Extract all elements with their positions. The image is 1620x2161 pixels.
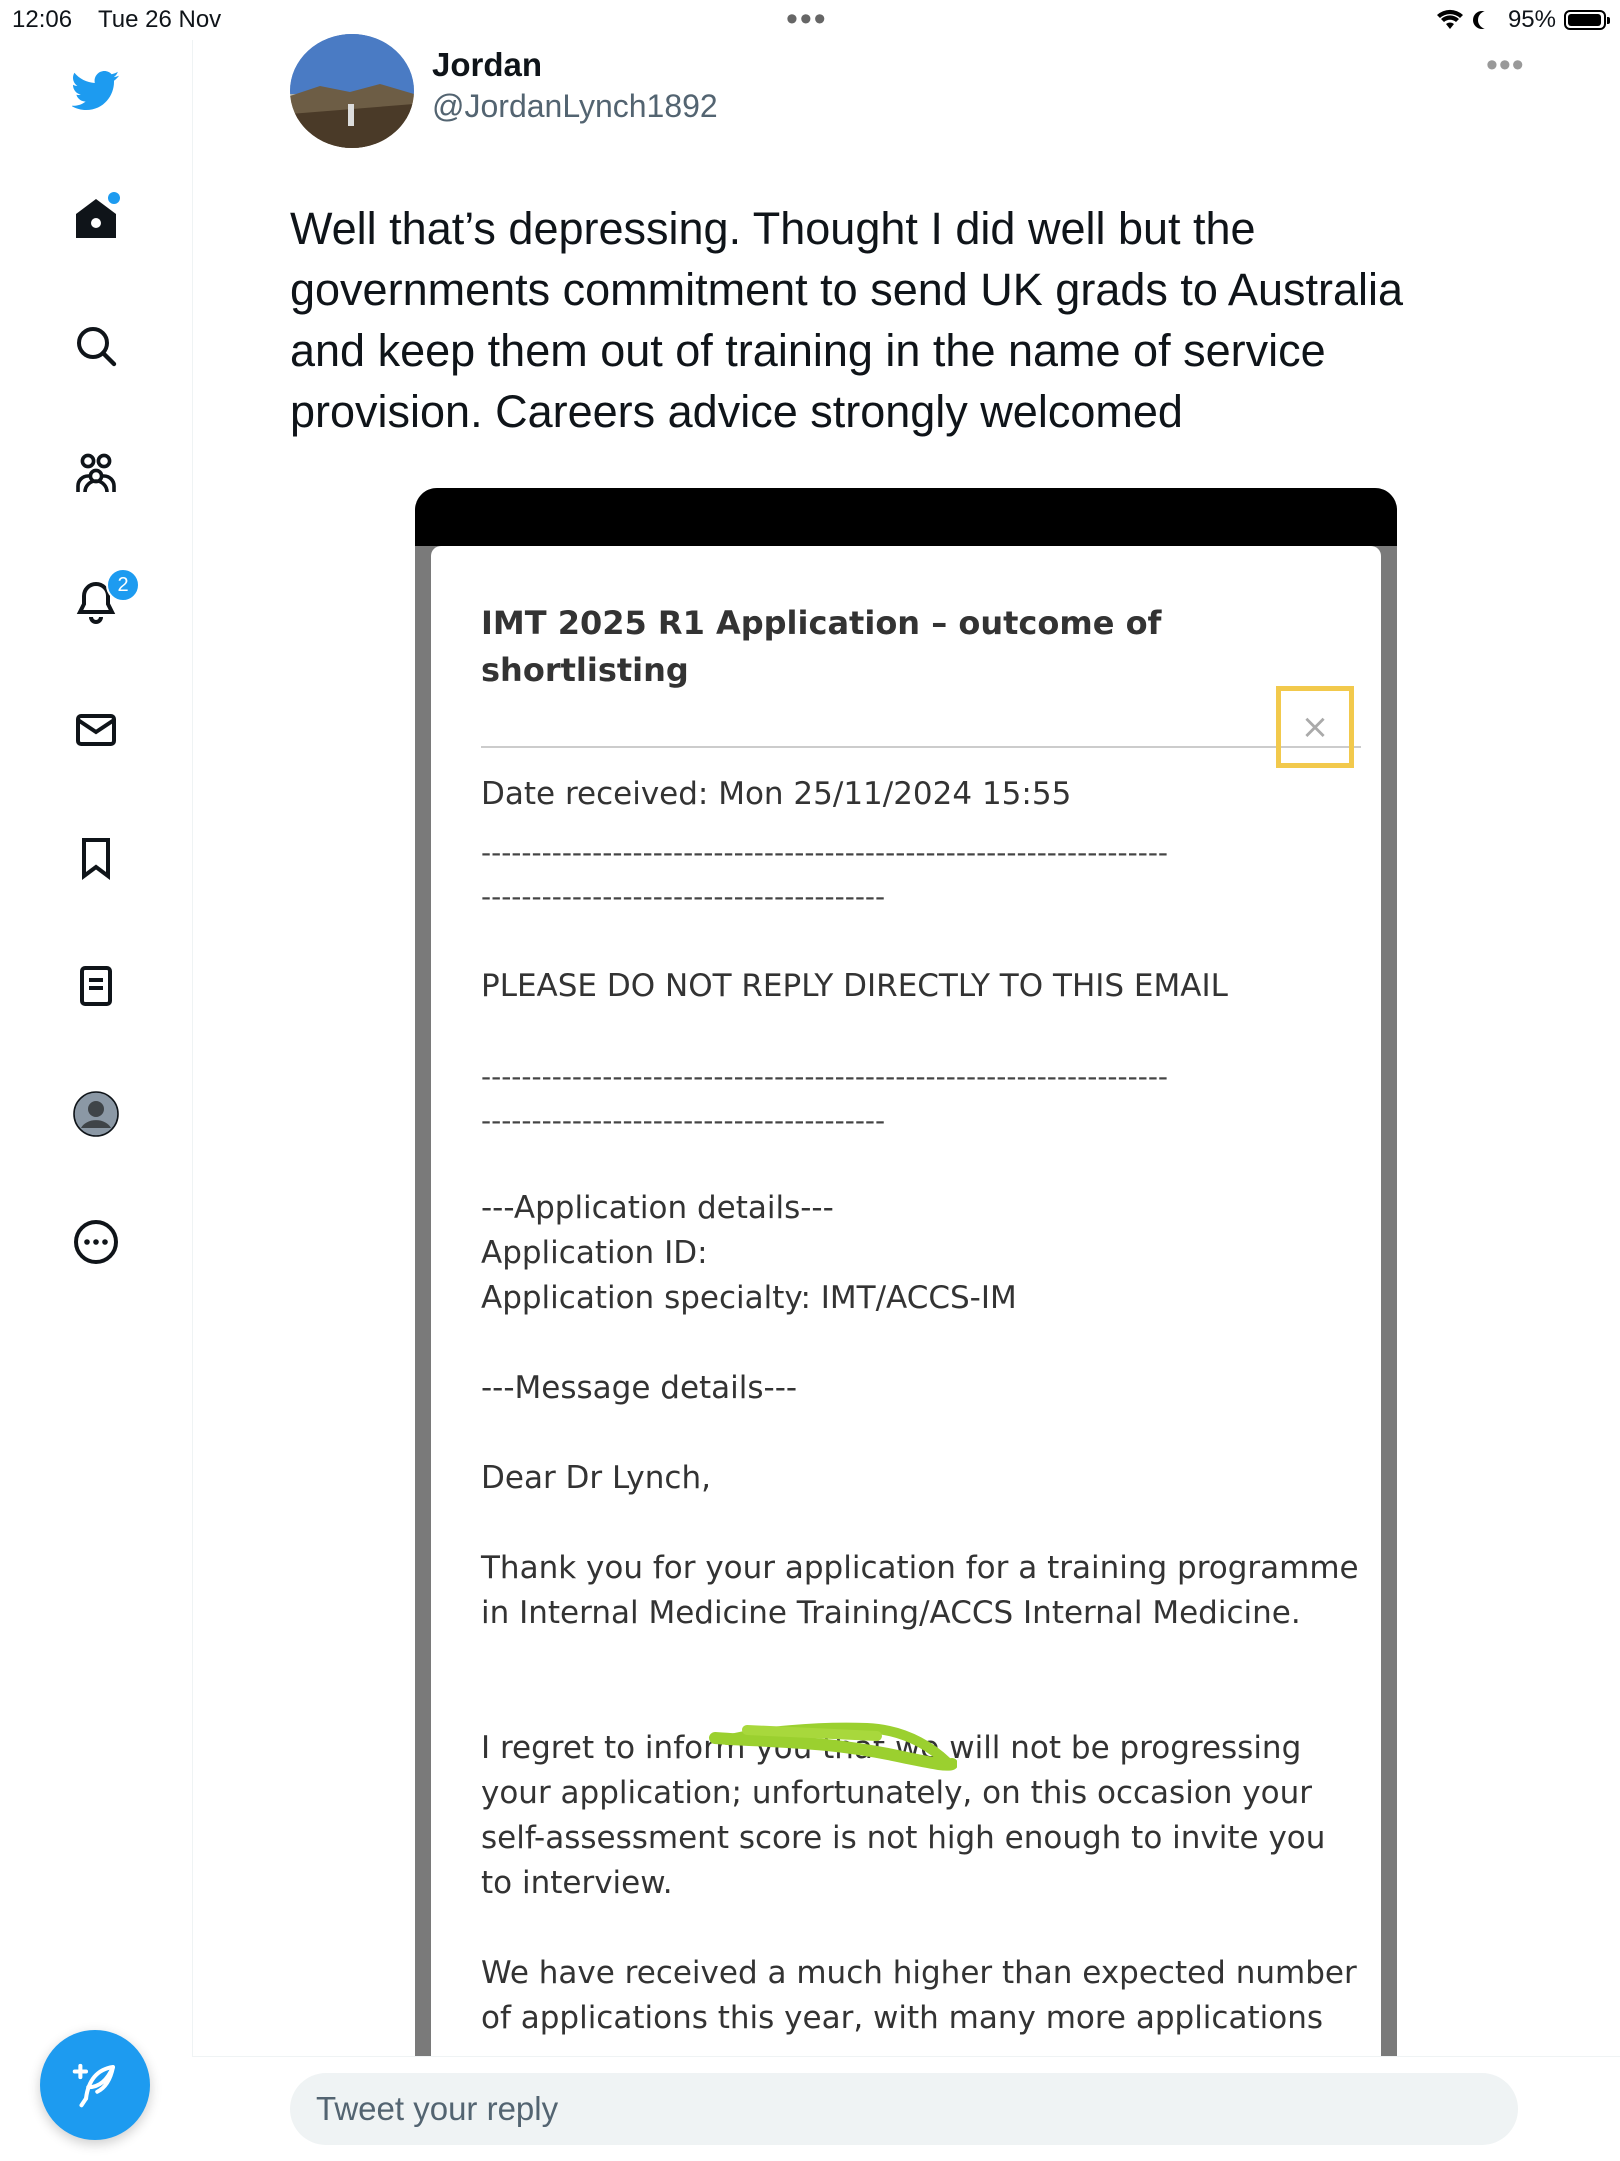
tweet-media-image[interactable] xyxy=(415,488,1397,2060)
profile-icon[interactable] xyxy=(60,1078,132,1150)
subject-divider xyxy=(481,746,1361,748)
communities-icon[interactable] xyxy=(60,438,132,510)
reply-bar xyxy=(192,2056,1620,2161)
email-subject: IMT 2025 R1 Application – outcome of shortlisting xyxy=(481,604,1162,689)
lists-icon[interactable] xyxy=(60,950,132,1022)
application-specialty: Application specialty: IMT/ACCS-IM xyxy=(481,1280,1017,1316)
application-details-heading: ---Application details--- xyxy=(481,1190,834,1226)
author-avatar[interactable] xyxy=(290,34,414,148)
author-handle[interactable]: @JordanLynch1892 xyxy=(432,88,718,124)
reply-input[interactable]: Tweet your reply xyxy=(290,2073,1518,2145)
home-icon[interactable] xyxy=(60,182,132,254)
battery-percent: 95% xyxy=(1507,6,1556,33)
email-paragraph: We have received a much higher than expected number of applications this year, with many more applications xyxy=(481,1955,1367,2036)
more-icon[interactable] xyxy=(60,1206,132,1278)
author-name[interactable]: Jordan xyxy=(432,46,543,83)
bookmarks-icon[interactable] xyxy=(60,822,132,894)
notifications-icon[interactable] xyxy=(60,566,132,638)
tweet-text: Well that’s depressing. Thought I did well but the governments commitment to send UK grads to Australia and keep them out of training in the name of service provision. Careers advice strongly welcomed xyxy=(290,203,1404,437)
compose-tweet-button[interactable] xyxy=(40,2030,150,2140)
email-card xyxy=(431,546,1381,2060)
status-time: 12:06 xyxy=(12,6,73,33)
dash-divider: ---------------------------------------- xyxy=(481,880,886,913)
notification-badge: 2 xyxy=(106,568,140,602)
status-bar xyxy=(0,0,1620,40)
twitter-logo-icon[interactable] xyxy=(60,54,132,126)
dash-divider: -------------------------------------------------------------------- xyxy=(481,1060,1169,1093)
sidebar xyxy=(0,40,193,2160)
tweet-more-options-icon[interactable]: ••• xyxy=(1486,46,1525,84)
battery-icon xyxy=(1564,10,1606,30)
redaction-scribble xyxy=(707,1718,957,1778)
dash-divider: -------------------------------------------------------------------- xyxy=(481,836,1169,869)
close-icon[interactable]: × xyxy=(1276,686,1354,768)
compose-feather-icon xyxy=(68,2058,122,2112)
email-no-reply: PLEASE DO NOT REPLY DIRECTLY TO THIS EMAIL xyxy=(481,968,1228,1004)
multitasking-dots-icon[interactable]: ••• xyxy=(786,0,828,38)
do-not-disturb-icon xyxy=(1478,11,1496,29)
wifi-icon xyxy=(1436,9,1464,31)
email-date-received: Date received: Mon 25/11/2024 15:55 xyxy=(481,776,1072,812)
home-unread-dot xyxy=(108,192,120,204)
email-greeting: Dear Dr Lynch, xyxy=(481,1460,711,1496)
message-details-heading: ---Message details--- xyxy=(481,1370,798,1406)
status-indicators xyxy=(1436,6,1606,34)
media-top-bar xyxy=(415,488,1397,546)
dash-divider: ---------------------------------------- xyxy=(481,1104,886,1137)
email-paragraph: Thank you for your application for a training programme in Internal Medicine Training/ACCS Internal Medicine. xyxy=(481,1550,1369,1631)
email-paragraph: I regret to inform you that we will not be progressing your application; unfortunately, on this occasion your self-assessment score is not high enough to invite you to interview. xyxy=(481,1730,1336,1901)
status-date: Tue 26 Nov xyxy=(98,6,222,33)
search-icon[interactable] xyxy=(60,310,132,382)
application-id-label: Application ID: xyxy=(481,1235,708,1271)
messages-icon[interactable] xyxy=(60,694,132,766)
